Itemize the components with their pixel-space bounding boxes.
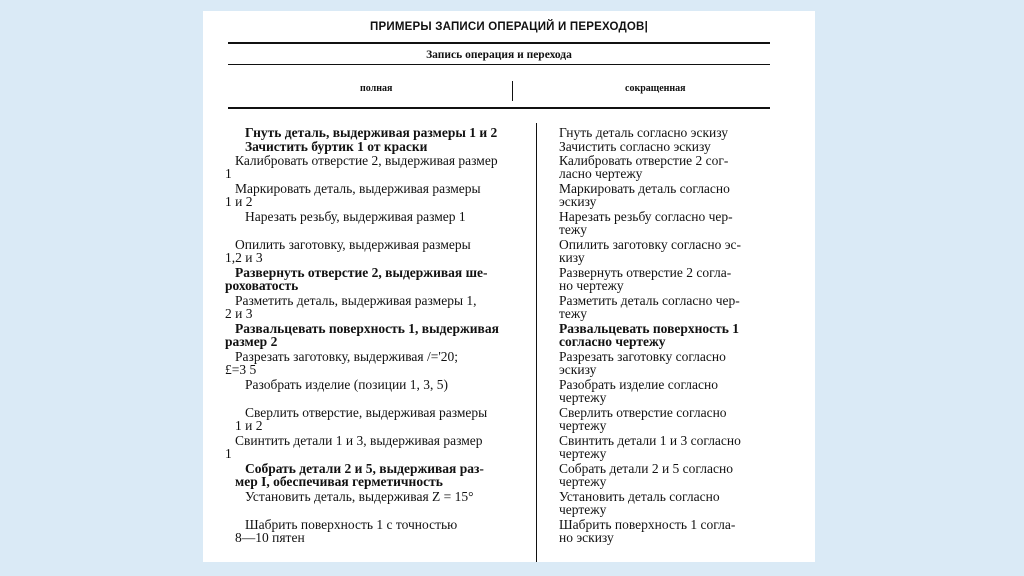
full-entry [225,293,477,321]
full-entry [225,265,488,293]
entry-line: Сверлить отверстие согласно [559,405,727,420]
entry-line: Разрезать заготовку, выдерживая /='20; [235,349,459,364]
column-header-short: сокращенная [625,83,686,94]
short-entry [559,407,727,432]
entry-line: Опилить заготовку согласно эс- [559,237,741,252]
entry-line: Развернуть отверстие 2 согла- [559,265,732,280]
full-entry [225,153,498,181]
short-entry [559,267,731,292]
entry-line: тежу [559,221,587,237]
full-entry [245,141,427,154]
entry-line: Разметить деталь, выдерживая размеры 1, [235,293,477,308]
short-entry [559,183,730,208]
entry-line: ласно чертежу [559,165,643,181]
entry-line: чертежу [559,389,607,405]
short-entry [559,127,728,140]
entry-line: 1 и 2 [225,193,253,209]
entry-line: эскизу [559,193,597,209]
entry-line: Разобрать изделие согласно [559,377,718,392]
entry-line: но чертежу [559,277,624,293]
entry-line: тежу [559,305,587,321]
entry-line: Развальцевать поверхность 1, выдерживая [235,321,499,336]
short-entry [559,519,735,544]
entry-line: Разрезать заготовку согласно [559,349,726,364]
header-separator-rule [228,64,770,65]
full-entry [225,433,483,461]
entry-line: размер 2 [225,333,278,349]
entry-line: Маркировать деталь, выдерживая размеры [235,181,481,196]
page-title: ПРИМЕРЫ ЗАПИСИ ОПЕРАЦИЙ И ПЕРЕХОДОВ| [370,21,648,33]
full-entry [245,379,448,392]
entry-line: Установить деталь согласно [559,489,720,504]
full-entry [245,127,497,140]
entry-line: Шабрить поверхность 1 с точностью [245,517,458,532]
entry-line: мер I, обеспечивая герметичность [235,473,443,489]
column-divider [536,123,537,562]
entry-line: Зачистить буртик 1 от краски [245,139,428,154]
entry-line: Опилить заготовку, выдерживая размеры [235,237,471,252]
column-header-full: полная [360,83,393,94]
entry-line: 1 и 2 [235,417,263,433]
full-entry [235,405,488,433]
entry-line: Гнуть деталь, выдерживая размеры 1 и 2 [245,125,498,140]
entry-line: Нарезать резьбу, выдерживая размер 1 [245,209,466,224]
table-top-rule [228,42,770,44]
header-column-divider [512,81,513,101]
full-entry [235,461,484,489]
entry-line: согласно чертежу [559,333,666,349]
entry-line: Собрать детали 2 и 5, выдерживая раз- [245,461,484,476]
entry-line: Гнуть деталь согласно эскизу [559,125,729,140]
entry-line: £=3 5 [225,361,257,377]
entry-line: Разметить деталь согласно чер- [559,293,740,308]
full-entry [225,237,471,265]
entry-line: Шабрить поверхность 1 согла- [559,517,736,532]
full-entry [225,321,499,349]
short-entry [559,141,711,154]
entry-line: чертежу [559,417,607,433]
entry-line: 1,2 и 3 [225,249,263,265]
entry-line: 8—10 пятен [235,529,305,545]
entry-line: 2 и 3 [225,305,253,321]
entry-line: чертежу [559,445,607,461]
short-entry [559,211,733,236]
entry-line: эскизу [559,361,597,377]
full-entry [225,181,481,209]
document-page [203,11,815,562]
entry-line: 1 [225,445,232,461]
full-entry [245,491,474,504]
short-entry [559,491,720,516]
full-entry [235,517,458,545]
entry-line: Нарезать резьбу согласно чер- [559,209,733,224]
entry-line: Зачистить согласно эскизу [559,139,711,154]
entry-line: Свинтить детали 1 и 3 согласно [559,433,741,448]
short-entry [559,155,728,180]
entry-line: Разобрать изделие (позиции 1, 3, 5) [245,377,449,392]
entry-line: Калибровать отверстие 2, выдерживая размер [235,153,498,168]
entry-line: Калибровать отверстие 2 сог- [559,153,729,168]
entry-line: кизу [559,249,585,265]
short-entry [559,323,739,348]
full-entry [225,349,459,377]
short-entry [559,435,741,460]
entry-line: но эскизу [559,529,614,545]
short-entry [559,239,741,264]
entry-line: чертежу [559,473,607,489]
entry-line: роховатость [225,277,299,293]
table-header: Запись операция и перехода [426,49,572,61]
short-entry [559,295,740,320]
entry-line: Развернуть отверстие 2, выдерживая ше- [235,265,488,280]
entry-line: 1 [225,165,232,181]
header-bottom-rule [228,107,770,109]
short-entry [559,351,726,376]
full-entry [245,211,466,224]
entry-line: чертежу [559,501,607,517]
entry-line: Собрать детали 2 и 5 согласно [559,461,733,476]
entry-line: Свинтить детали 1 и 3, выдерживая размер [235,433,483,448]
short-entry [559,463,733,488]
entry-line: Маркировать деталь согласно [559,181,730,196]
short-entry [559,379,718,404]
entry-line: Развальцевать поверхность 1 [559,321,740,336]
entry-line: Установить деталь, выдерживая Z = 15° [245,489,474,504]
entry-line: Сверлить отверстие, выдерживая размеры [245,405,488,420]
